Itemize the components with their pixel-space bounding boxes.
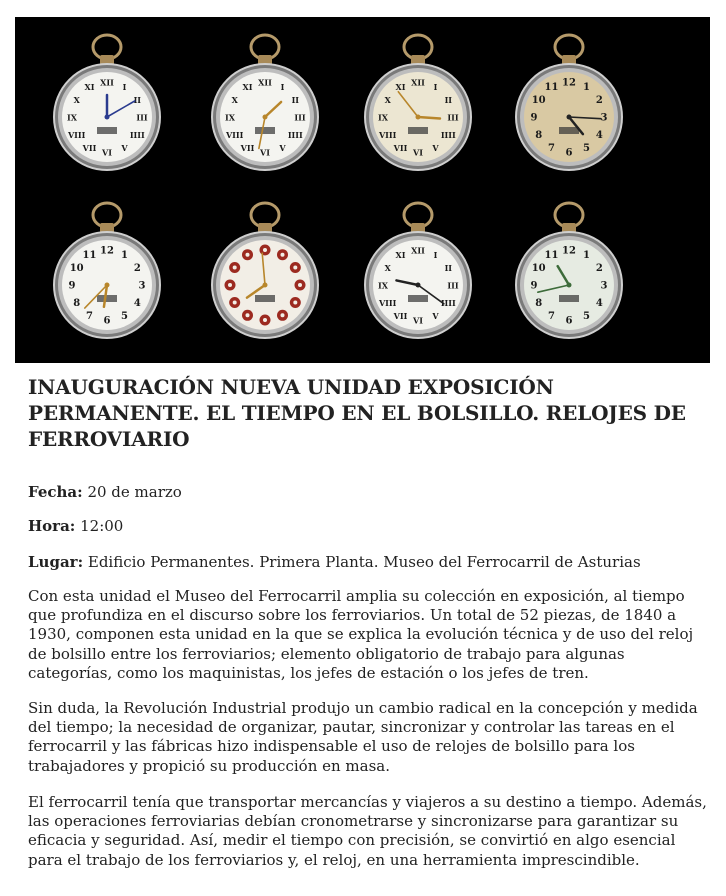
svg-text:4: 4: [595, 298, 603, 309]
svg-text:1: 1: [121, 250, 128, 262]
svg-text:II: II: [444, 263, 453, 273]
pocket-watch-5: [54, 203, 160, 338]
svg-text:II: II: [444, 95, 453, 105]
paragraph-railway-time: El ferrocarril tenía que transportar mercancías y viajeros a su destino a tiempo. Además, las operaciones ferroviarias debían cronometrarse y sincronizarse para garantizar su eficacia y seguridad. Así, medir el tiempo con precisión, se convirtió en algo esencial para el trabajo de los ferroviarios y, el reloj, en una herramienta imprescindible.: [28, 793, 707, 869]
svg-text:VII: VII: [393, 310, 408, 321]
pocket-watch-3: [365, 35, 471, 170]
svg-text:8: 8: [535, 130, 543, 141]
svg-text:VII: VII: [240, 142, 255, 153]
svg-text:1: 1: [583, 250, 590, 262]
svg-text:5: 5: [121, 310, 128, 322]
svg-text:VI: VI: [413, 147, 423, 158]
svg-text:V: V: [432, 142, 439, 153]
svg-text:8: 8: [535, 298, 543, 309]
svg-text:VII: VII: [393, 142, 408, 153]
svg-text:II: II: [133, 95, 142, 105]
svg-text:6: 6: [565, 147, 573, 159]
svg-text:11: 11: [82, 250, 97, 262]
hero-image-pocket-watches: [15, 17, 710, 363]
svg-text:6: 6: [103, 315, 111, 327]
svg-text:4: 4: [133, 298, 141, 309]
svg-text:VIII: VIII: [378, 130, 397, 140]
svg-text:X: X: [384, 95, 391, 105]
svg-text:V: V: [279, 142, 286, 153]
svg-text:VIII: VIII: [67, 130, 86, 140]
svg-text:VIII: VIII: [225, 130, 244, 140]
svg-text:IX: IX: [225, 112, 235, 123]
svg-text:III: III: [447, 112, 459, 123]
svg-text:XII: XII: [100, 77, 114, 88]
svg-text:9: 9: [530, 280, 538, 292]
svg-text:III: III: [447, 280, 459, 291]
pocket-watch-8: [516, 203, 622, 338]
svg-text:2: 2: [595, 263, 603, 274]
svg-text:9: 9: [68, 280, 76, 292]
pocket-watch-4: [516, 35, 622, 170]
svg-text:7: 7: [86, 310, 93, 322]
svg-text:III: III: [136, 112, 148, 123]
pocket-watch-6: [212, 203, 318, 338]
svg-text:IX: IX: [378, 112, 388, 123]
svg-text:12: 12: [562, 77, 576, 89]
svg-text:8: 8: [73, 298, 81, 309]
svg-text:7: 7: [548, 142, 555, 154]
pocket-watches-illustration: [15, 17, 710, 363]
lugar-line: [28, 553, 718, 572]
svg-text:X: X: [73, 95, 80, 105]
svg-text:VI: VI: [102, 147, 112, 158]
svg-text:3: 3: [600, 112, 608, 124]
paragraph-industrial-revolution: Sin duda, la Revolución Industrial produjo un cambio radical en la concepción y medida del tiempo; la necesidad de organizar, pautar, sincronizar y controlar las tareas en el ferrocarril y las fábricas hizo indispensable el uso de relojes de bolsillo para los trabajadores y propició su producción en masa.: [28, 699, 698, 775]
svg-text:XII: XII: [258, 77, 272, 88]
svg-text:IIII: IIII: [440, 130, 456, 140]
fecha-label: Fecha:: [28, 483, 83, 501]
svg-text:1: 1: [583, 82, 590, 94]
svg-text:10: 10: [531, 263, 546, 274]
svg-text:XI: XI: [242, 82, 253, 93]
hora-label: Hora:: [28, 517, 76, 535]
svg-text:VI: VI: [413, 315, 423, 326]
svg-text:VI: VI: [260, 147, 270, 158]
svg-text:XI: XI: [395, 250, 406, 261]
svg-text:I: I: [280, 82, 285, 93]
svg-text:12: 12: [562, 245, 576, 257]
svg-text:XII: XII: [411, 245, 425, 256]
svg-text:V: V: [432, 310, 439, 321]
svg-text:I: I: [122, 82, 127, 93]
svg-text:IX: IX: [378, 280, 388, 291]
svg-text:IIII: IIII: [129, 130, 145, 140]
article-title: INAUGURACIÓN NUEVA UNIDAD EXPOSICIÓN PERMANENTE. EL TIEMPO EN EL BOLSILLO. RELOJES DE FERROVIARIO: [28, 375, 686, 451]
svg-text:7: 7: [548, 310, 555, 322]
pocket-watch-1: [54, 35, 160, 170]
svg-text:6: 6: [565, 315, 573, 327]
svg-text:11: 11: [544, 250, 559, 262]
svg-text:5: 5: [583, 142, 590, 154]
fecha-value: 20 de marzo: [82, 483, 182, 501]
svg-text:I: I: [433, 82, 438, 93]
svg-text:XI: XI: [395, 82, 406, 93]
svg-text:10: 10: [531, 95, 546, 106]
pocket-watch-2: [212, 35, 318, 170]
paragraph-intro: Con esta unidad el Museo del Ferrocarril amplia su colección en exposición, al tiempo que profundiza en el discurso sobre los ferroviarios. Un total de 52 piezas, de 1840 a 1930, componen esta unidad en la que se explica la evolución técnica y de uso del reloj de bolsillo entre los ferroviarios; elemento obligatorio de trabajo para algunas categorías, como los maquinistas, los jefes de estación o los jefes de tren.: [28, 587, 694, 682]
hora-line: [28, 517, 718, 536]
svg-text:2: 2: [133, 263, 141, 274]
svg-text:IIII: IIII: [440, 298, 456, 308]
svg-text:3: 3: [600, 280, 608, 292]
svg-text:11: 11: [544, 82, 559, 94]
svg-text:III: III: [294, 112, 306, 123]
pocket-watch-7: [365, 203, 471, 338]
svg-text:2: 2: [595, 95, 603, 106]
svg-text:I: I: [433, 250, 438, 261]
hora-value: 12:00: [75, 517, 124, 535]
svg-text:XI: XI: [84, 82, 95, 93]
svg-text:VIII: VIII: [378, 298, 397, 308]
svg-text:IIII: IIII: [287, 130, 303, 140]
svg-text:IX: IX: [67, 112, 77, 123]
svg-text:V: V: [121, 142, 128, 153]
svg-text:5: 5: [583, 310, 590, 322]
svg-text:12: 12: [100, 245, 114, 257]
top-bar: [0, 0, 726, 14]
svg-text:9: 9: [530, 112, 538, 124]
svg-text:4: 4: [595, 130, 603, 141]
svg-text:10: 10: [69, 263, 84, 274]
svg-text:XII: XII: [411, 77, 425, 88]
svg-text:II: II: [291, 95, 300, 105]
svg-text:VII: VII: [82, 142, 97, 153]
svg-text:X: X: [384, 263, 391, 273]
lugar-label: Lugar:: [28, 553, 84, 571]
lugar-value: Edificio Permanentes. Primera Planta. Museo del Ferrocarril de Asturias: [83, 553, 641, 571]
svg-text:3: 3: [138, 280, 146, 292]
fecha-line: [28, 483, 718, 502]
svg-text:X: X: [231, 95, 238, 105]
